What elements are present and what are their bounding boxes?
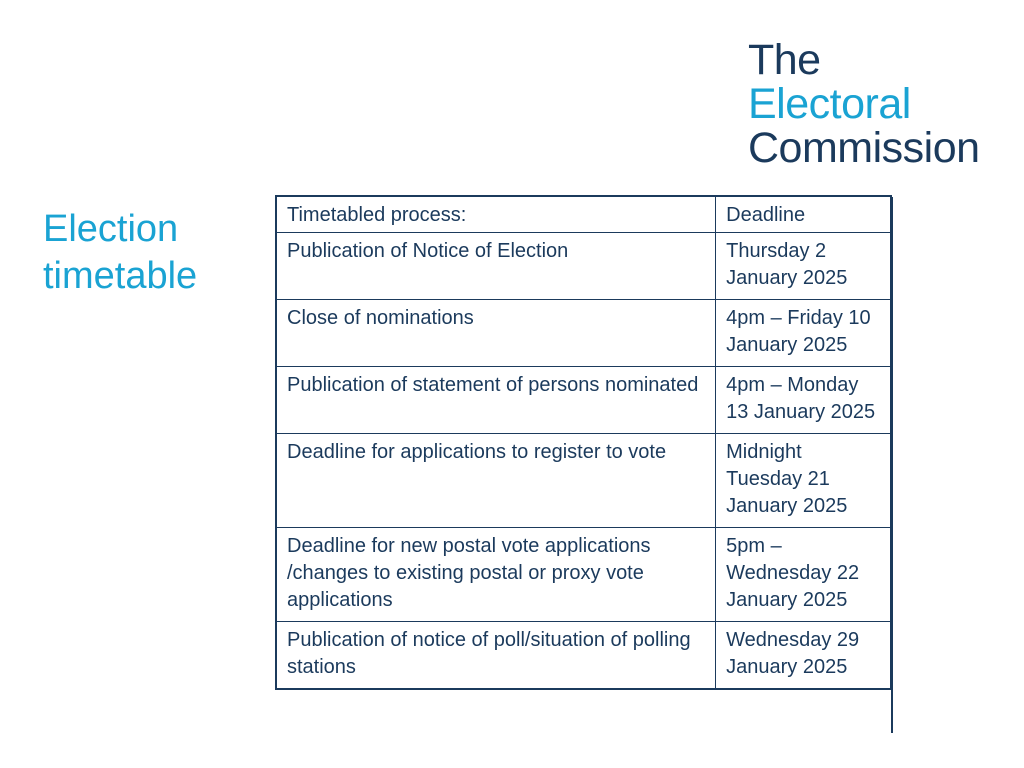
electoral-commission-logo [748, 38, 980, 170]
table-row [276, 622, 891, 690]
deadline-cell: 5pm – Wednesday 22 January 2025 [716, 528, 891, 622]
table-row [276, 233, 891, 300]
header-deadline: Deadline [716, 196, 891, 233]
election-timetable-table [275, 195, 892, 690]
process-cell: Deadline for applications to register to vote [276, 434, 716, 528]
header-timetabled-process: Timetabled process: [276, 196, 716, 233]
table-right-edge [891, 197, 893, 733]
deadline-cell: 4pm – Friday 10 January 2025 [716, 300, 891, 367]
table-row [276, 300, 891, 367]
logo-line-commission: Commission [748, 124, 980, 172]
deadline-cell: Midnight Tuesday 21 January 2025 [716, 434, 891, 528]
table-row [276, 367, 891, 434]
process-cell: Publication of Notice of Election [276, 233, 716, 300]
deadline-cell: Wednesday 29 January 2025 [716, 622, 891, 690]
process-cell: Deadline for new postal vote applications /changes to existing postal or proxy vote applications [276, 528, 716, 622]
logo-line-the: The [748, 36, 821, 84]
process-cell: Publication of statement of persons nominated [276, 367, 716, 434]
table-row [276, 434, 891, 528]
table-header-row [276, 196, 891, 233]
deadline-cell: 4pm – Monday 13 January 2025 [716, 367, 891, 434]
process-cell: Publication of notice of poll/situation of polling stations [276, 622, 716, 690]
deadline-cell: Thursday 2 January 2025 [716, 233, 891, 300]
slide-title: Election timetable [43, 208, 198, 297]
process-cell: Close of nominations [276, 300, 716, 367]
table-row [276, 528, 891, 622]
logo-line-electoral: Electoral [748, 80, 911, 128]
